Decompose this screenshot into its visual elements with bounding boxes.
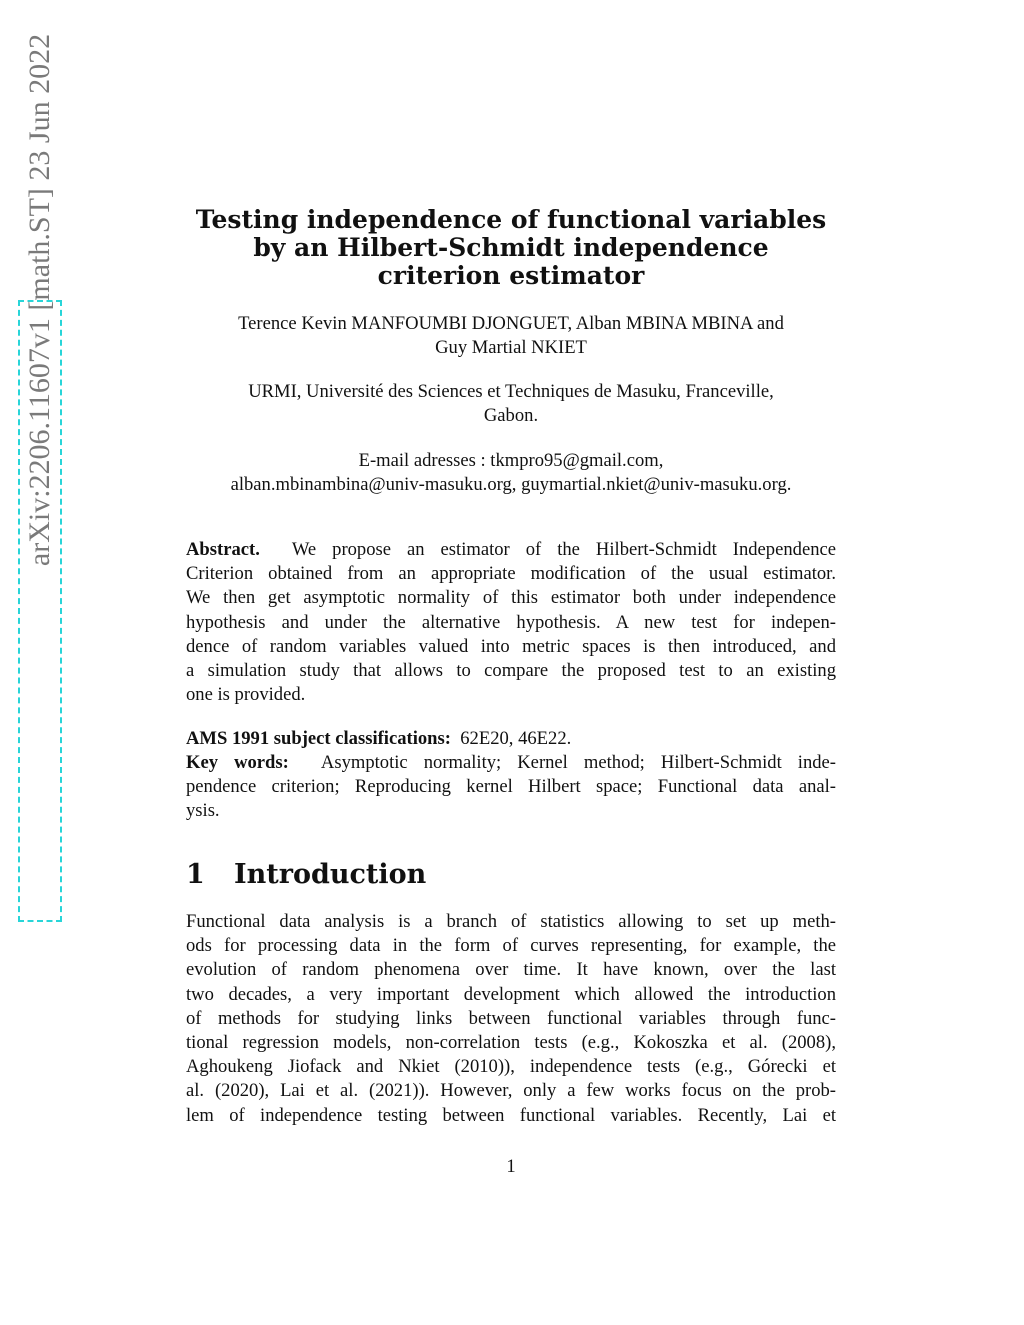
- ams-value: 62E20, 46E22.: [460, 728, 572, 749]
- author-line: Guy Martial NKIET: [435, 337, 587, 358]
- title-line: Testing independence of functional variables: [195, 205, 827, 234]
- ams-line: [186, 727, 836, 751]
- abstract-line: a simulation study that allows to compare the proposed test to an existing: [186, 659, 836, 681]
- intro-line: Aghoukeng Jiofack and Nkiet (2010)), independence tests (e.g., Górecki et: [186, 1056, 836, 1078]
- intro-line: two decades, a very important development which allowed the introduction: [186, 983, 836, 1005]
- section-heading: [186, 855, 426, 895]
- paper-title: [186, 206, 836, 290]
- ams-label: AMS 1991 subject classifications:: [186, 728, 451, 749]
- abstract-line: [186, 538, 836, 562]
- abstract-label: Abstract.: [186, 539, 260, 560]
- email-addresses: [186, 449, 836, 497]
- abstract-line: one is provided.: [186, 684, 306, 706]
- page-number: 1: [506, 1156, 516, 1177]
- introduction-paragraph: [186, 910, 836, 1128]
- abstract: [186, 538, 836, 707]
- arxiv-identifier[interactable]: arXiv:2206.11607v1 [math.ST] 23 Jun 2022: [23, 33, 56, 567]
- abstract-text: We propose an estimator of the Hilbert-Schmidt Independence: [291, 539, 837, 560]
- affiliation: [186, 380, 836, 428]
- intro-line: tional regression models, non-correlation tests (e.g., Kokoszka et al. (2008),: [186, 1031, 836, 1053]
- abstract-line: Criterion obtained from an appropriate modification of the usual estimator.: [186, 563, 836, 585]
- title-line: by an Hilbert-Schmidt independence: [253, 233, 769, 262]
- keywords-line: [186, 751, 836, 775]
- affiliation-line: Gabon.: [483, 405, 539, 426]
- ams-classification: [186, 727, 836, 751]
- affiliation-line: URMI, Université des Sciences et Techniques de Masuku, Franceville,: [248, 381, 774, 402]
- keywords-text: Asymptotic normality; Kernel method; Hilbert-Schmidt inde-: [320, 752, 836, 773]
- keywords-line: ysis.: [186, 800, 220, 822]
- keywords-line: pendence criterion; Reproducing kernel Hilbert space; Functional data anal-: [186, 776, 836, 798]
- intro-line: ods for processing data in the form of curves representing, for example, the: [186, 935, 836, 957]
- author-list: [186, 312, 836, 360]
- author-line: Terence Kevin MANFOUMBI DJONGUET, Alban MBINA MBINA and: [238, 313, 784, 334]
- email-line: E-mail adresses : tkmpro95@gmail.com,: [358, 450, 664, 471]
- intro-line: Functional data analysis is a branch of statistics allowing to set up meth-: [186, 911, 836, 932]
- intro-line: evolution of random phenomena over time. It have known, over the last: [186, 959, 836, 981]
- email-line: alban.mbinambina@univ-masuku.org, guymartial.nkiet@univ-masuku.org.: [230, 474, 792, 495]
- keywords-label: Key words:: [186, 752, 289, 773]
- intro-line: of methods for studying links between functional variables through func-: [186, 1007, 836, 1029]
- intro-line: lem of independence testing between functional variables. Recently, Lai et: [186, 1104, 836, 1126]
- section-number: 1: [186, 859, 205, 890]
- keywords: [186, 751, 836, 824]
- abstract-line: dence of random variables valued into metric spaces is then introduced, and: [186, 635, 836, 657]
- section-title: Introduction: [234, 859, 427, 890]
- abstract-line: We then get asymptotic normality of this estimator both under independence: [186, 587, 836, 609]
- intro-line: al. (2020), Lai et al. (2021)). However, only a few works focus on the prob-: [186, 1080, 836, 1102]
- title-line: criterion estimator: [377, 261, 645, 290]
- abstract-line: hypothesis and under the alternative hypothesis. A new test for indepen-: [186, 611, 836, 633]
